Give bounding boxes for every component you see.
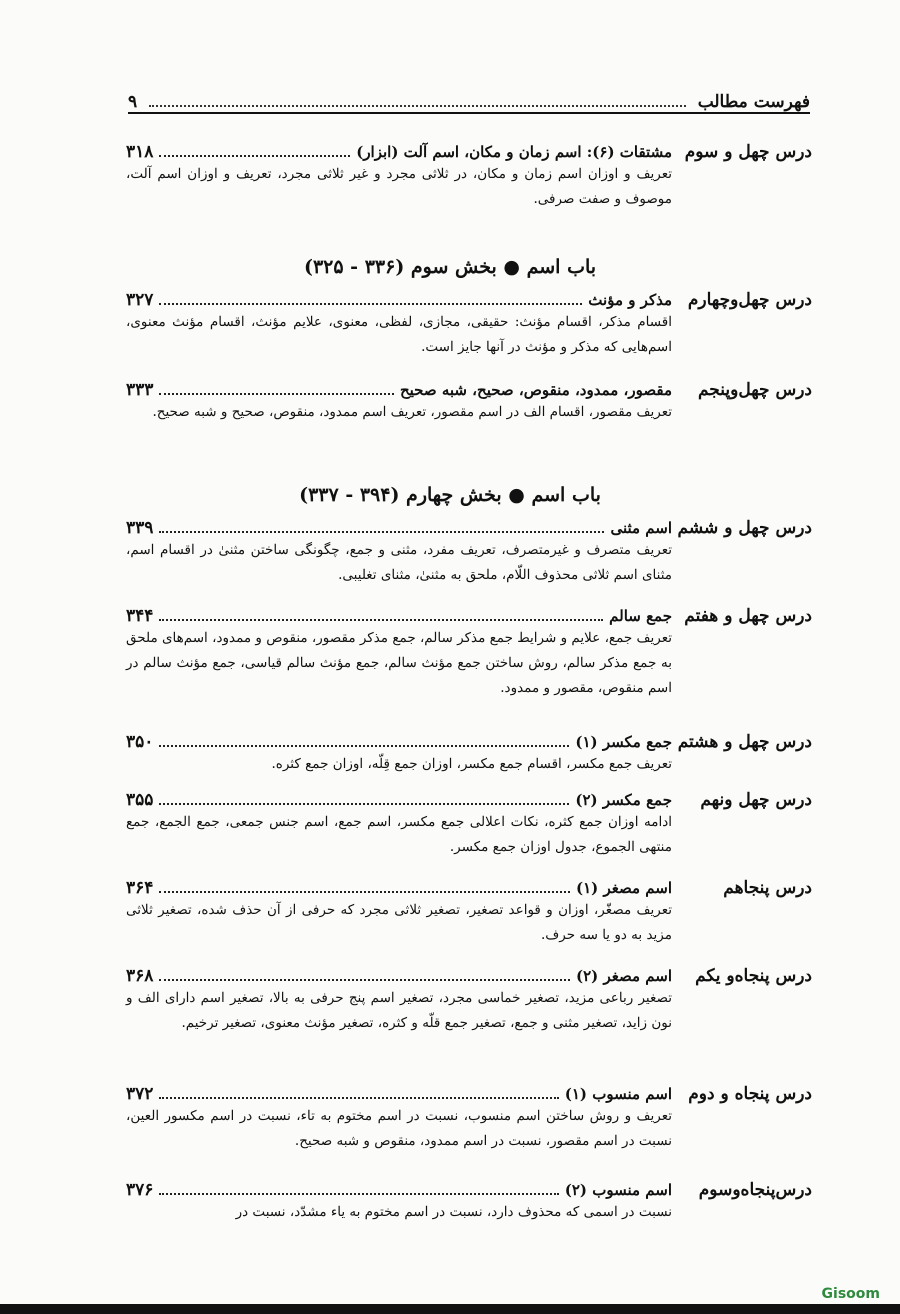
lesson-description: تعریف متصرف و غیرمتصرف، تعریف مفرد، مثنی و جمع، چگونگی ساختن مثنیٰ در اقسام اسم، مثنای اسم ثلاثی محذوف اللّام، ملحق به مثنیٰ، مثنای تغلیبی. xyxy=(126,542,672,583)
leader-dots xyxy=(159,1097,558,1099)
lesson-description: اقسام مذکر، اقسام مؤنث: حقیقی، مجازی، لفظی، معنوی، علایم مؤنث، اقسام مؤنث معنوی، اسم‌هایی که مذکر و مؤنث در آنها جایز است. xyxy=(126,314,672,355)
gisoom-logo: Gisoom xyxy=(818,1286,884,1302)
lesson-topic: اسم مصغر (۱) xyxy=(576,879,672,897)
toc-entry xyxy=(126,878,812,948)
page-number: ۳۱۸ xyxy=(126,142,154,162)
toc-entry xyxy=(126,966,812,1036)
toc-entry xyxy=(126,290,812,360)
lesson-topic: جمع مکسر (۱) xyxy=(575,733,672,751)
header-leader-dots xyxy=(149,105,686,107)
lesson-label: درس چهل‌وپنجم xyxy=(697,380,812,400)
toc-entry xyxy=(126,1180,812,1225)
lesson-topic: مشتقات (۶): اسم زمان و مکان، اسم آلت (ابزار) xyxy=(356,143,672,161)
lesson-label: درس پنجاه‌و یکم xyxy=(695,966,812,986)
lesson-topic: مذکر و مؤنث xyxy=(588,291,672,309)
lesson-label: درس چهل و ششم xyxy=(677,518,812,538)
page-number: ۳۵۰ xyxy=(126,732,154,752)
page-number: ۳۵۵ xyxy=(126,790,154,810)
page-number: ۳۳۹ xyxy=(126,518,154,538)
section-heading: باب اسم ● بخش سوم (۳۳۶ - ۳۲۵) xyxy=(303,256,597,278)
leader-dots xyxy=(159,393,394,395)
page-bottom-edge xyxy=(0,1304,900,1314)
lesson-description: تعریف مصغّر، اوزان و قواعد تصغیر، تصغیر ثلاثی مجرد که حرفی از آن حذف شده، تصغیر ثلاثی مزید به دو یا سه حرف. xyxy=(126,902,672,943)
lesson-label: درس چهل‌وچهارم xyxy=(687,290,812,310)
lesson-description: تعریف جمع مکسر، اقسام جمع مکسر، اوزان جمع قِلّه، اوزان جمع کثره. xyxy=(271,756,672,772)
section-heading: باب اسم ● بخش چهارم (۳۹۴ - ۳۳۷) xyxy=(299,484,601,506)
leader-dots xyxy=(159,745,569,747)
toc-entry xyxy=(126,142,812,212)
lesson-description: نسبت در اسمی که محذوف دارد، نسبت در اسم مختوم به یاء مشدّد، نسبت در xyxy=(235,1204,672,1220)
lesson-description: تعریف و روش ساختن اسم منسوب، نسبت در اسم مختوم به تاء، نسبت در اسم مکسور العین، نسبت در اسم مقصور، نسبت در اسم ممدود، منقوص و شبه صحیح. xyxy=(126,1108,672,1149)
lesson-description: تعریف جمع، علایم و شرایط جمع مذکر سالم، جمع مذکر مقصور، منقوص و ممدود، اسم‌های ملحق به جمع مذکر سالم، روش ساختن جمع مؤنث سالم، جمع مؤنث سالم قیاسی، جمع مؤنث سالم در اسم منقوص، مقصور و ممدود. xyxy=(126,630,672,696)
lesson-topic: اسم منسوب (۲) xyxy=(564,1181,672,1199)
lesson-label: درس چهل و سوم xyxy=(684,142,812,162)
page-number: ۳۶۸ xyxy=(126,966,154,986)
lesson-topic: مقصور، ممدود، منقوص، صحیح، شبه صحیح xyxy=(399,381,672,399)
page-number: ۳۷۲ xyxy=(126,1084,154,1104)
lesson-label: درس چهل و هفتم xyxy=(684,606,812,626)
lesson-description: تعریف مقصور، اقسام الف در اسم مقصور، تعریف اسم ممدود، منقوص، صحیح و شبه صحیح. xyxy=(152,404,672,420)
page-number: ۳۴۴ xyxy=(126,606,154,626)
lesson-label: درس چهل و هشتم xyxy=(677,732,812,752)
toc-entry xyxy=(126,1084,812,1154)
toc-entry xyxy=(126,518,812,588)
toc-entry xyxy=(126,732,812,777)
page-number: ۳۲۷ xyxy=(126,290,154,310)
leader-dots xyxy=(159,803,569,805)
leader-dots xyxy=(159,303,582,305)
page-number: ۳۶۴ xyxy=(126,878,154,898)
leader-dots xyxy=(159,619,603,621)
lesson-topic: جمع مکسر (۲) xyxy=(575,791,672,809)
toc-entry xyxy=(126,606,812,701)
lesson-label: درس‌پنجاه‌وسوم xyxy=(698,1180,812,1200)
lesson-label: درس پنجاه و دوم xyxy=(688,1084,812,1104)
leader-dots xyxy=(159,531,604,533)
page-number: ۳۳۳ xyxy=(126,380,154,400)
header-page-number: ۹ xyxy=(128,92,138,112)
lesson-topic: اسم مثنی xyxy=(610,519,672,537)
lesson-topic: اسم مصغر (۲) xyxy=(576,967,672,985)
toc-entry xyxy=(126,790,812,860)
header-title: فهرست مطالب xyxy=(697,92,810,112)
leader-dots xyxy=(159,155,350,157)
lesson-description: تعریف و اوزان اسم زمان و مکان، در ثلاثی مجرد و غیر ثلاثی مجرد، تعریف و اوزان اسم آلت، موصوف و صفت صرفی. xyxy=(126,166,672,207)
lesson-topic: جمع سالم xyxy=(609,607,672,625)
leader-dots xyxy=(159,1193,558,1195)
page-header xyxy=(128,86,810,114)
lesson-description: تصغیر رباعی مزید، تصغیر خماسی مجرد، تصغیر اسم پنج حرفی به بالا، تصغیر اسم دارای الف و نون زاید، تصغیر مثنی و جمع، تصغیر جمع قلّه و کثره، تصغیر مؤنث معنوی، تصغیر ترخیم. xyxy=(126,990,672,1031)
lesson-description: ادامه اوزان جمع کثره، نکات اعلالی جمع مکسر، اسم جمع، اسم جنس جمعی، جمع الجمع، جمع منتهی الجموع، جدول اوزان جمع مکسر. xyxy=(126,814,672,855)
lesson-label: درس چهل ونهم xyxy=(700,790,812,810)
leader-dots xyxy=(159,979,570,981)
lesson-label: درس پنجاهم xyxy=(723,878,812,898)
lesson-topic: اسم منسوب (۱) xyxy=(564,1085,672,1103)
page-number: ۳۷۶ xyxy=(126,1180,154,1200)
leader-dots xyxy=(159,891,570,893)
toc-entry xyxy=(126,380,812,425)
